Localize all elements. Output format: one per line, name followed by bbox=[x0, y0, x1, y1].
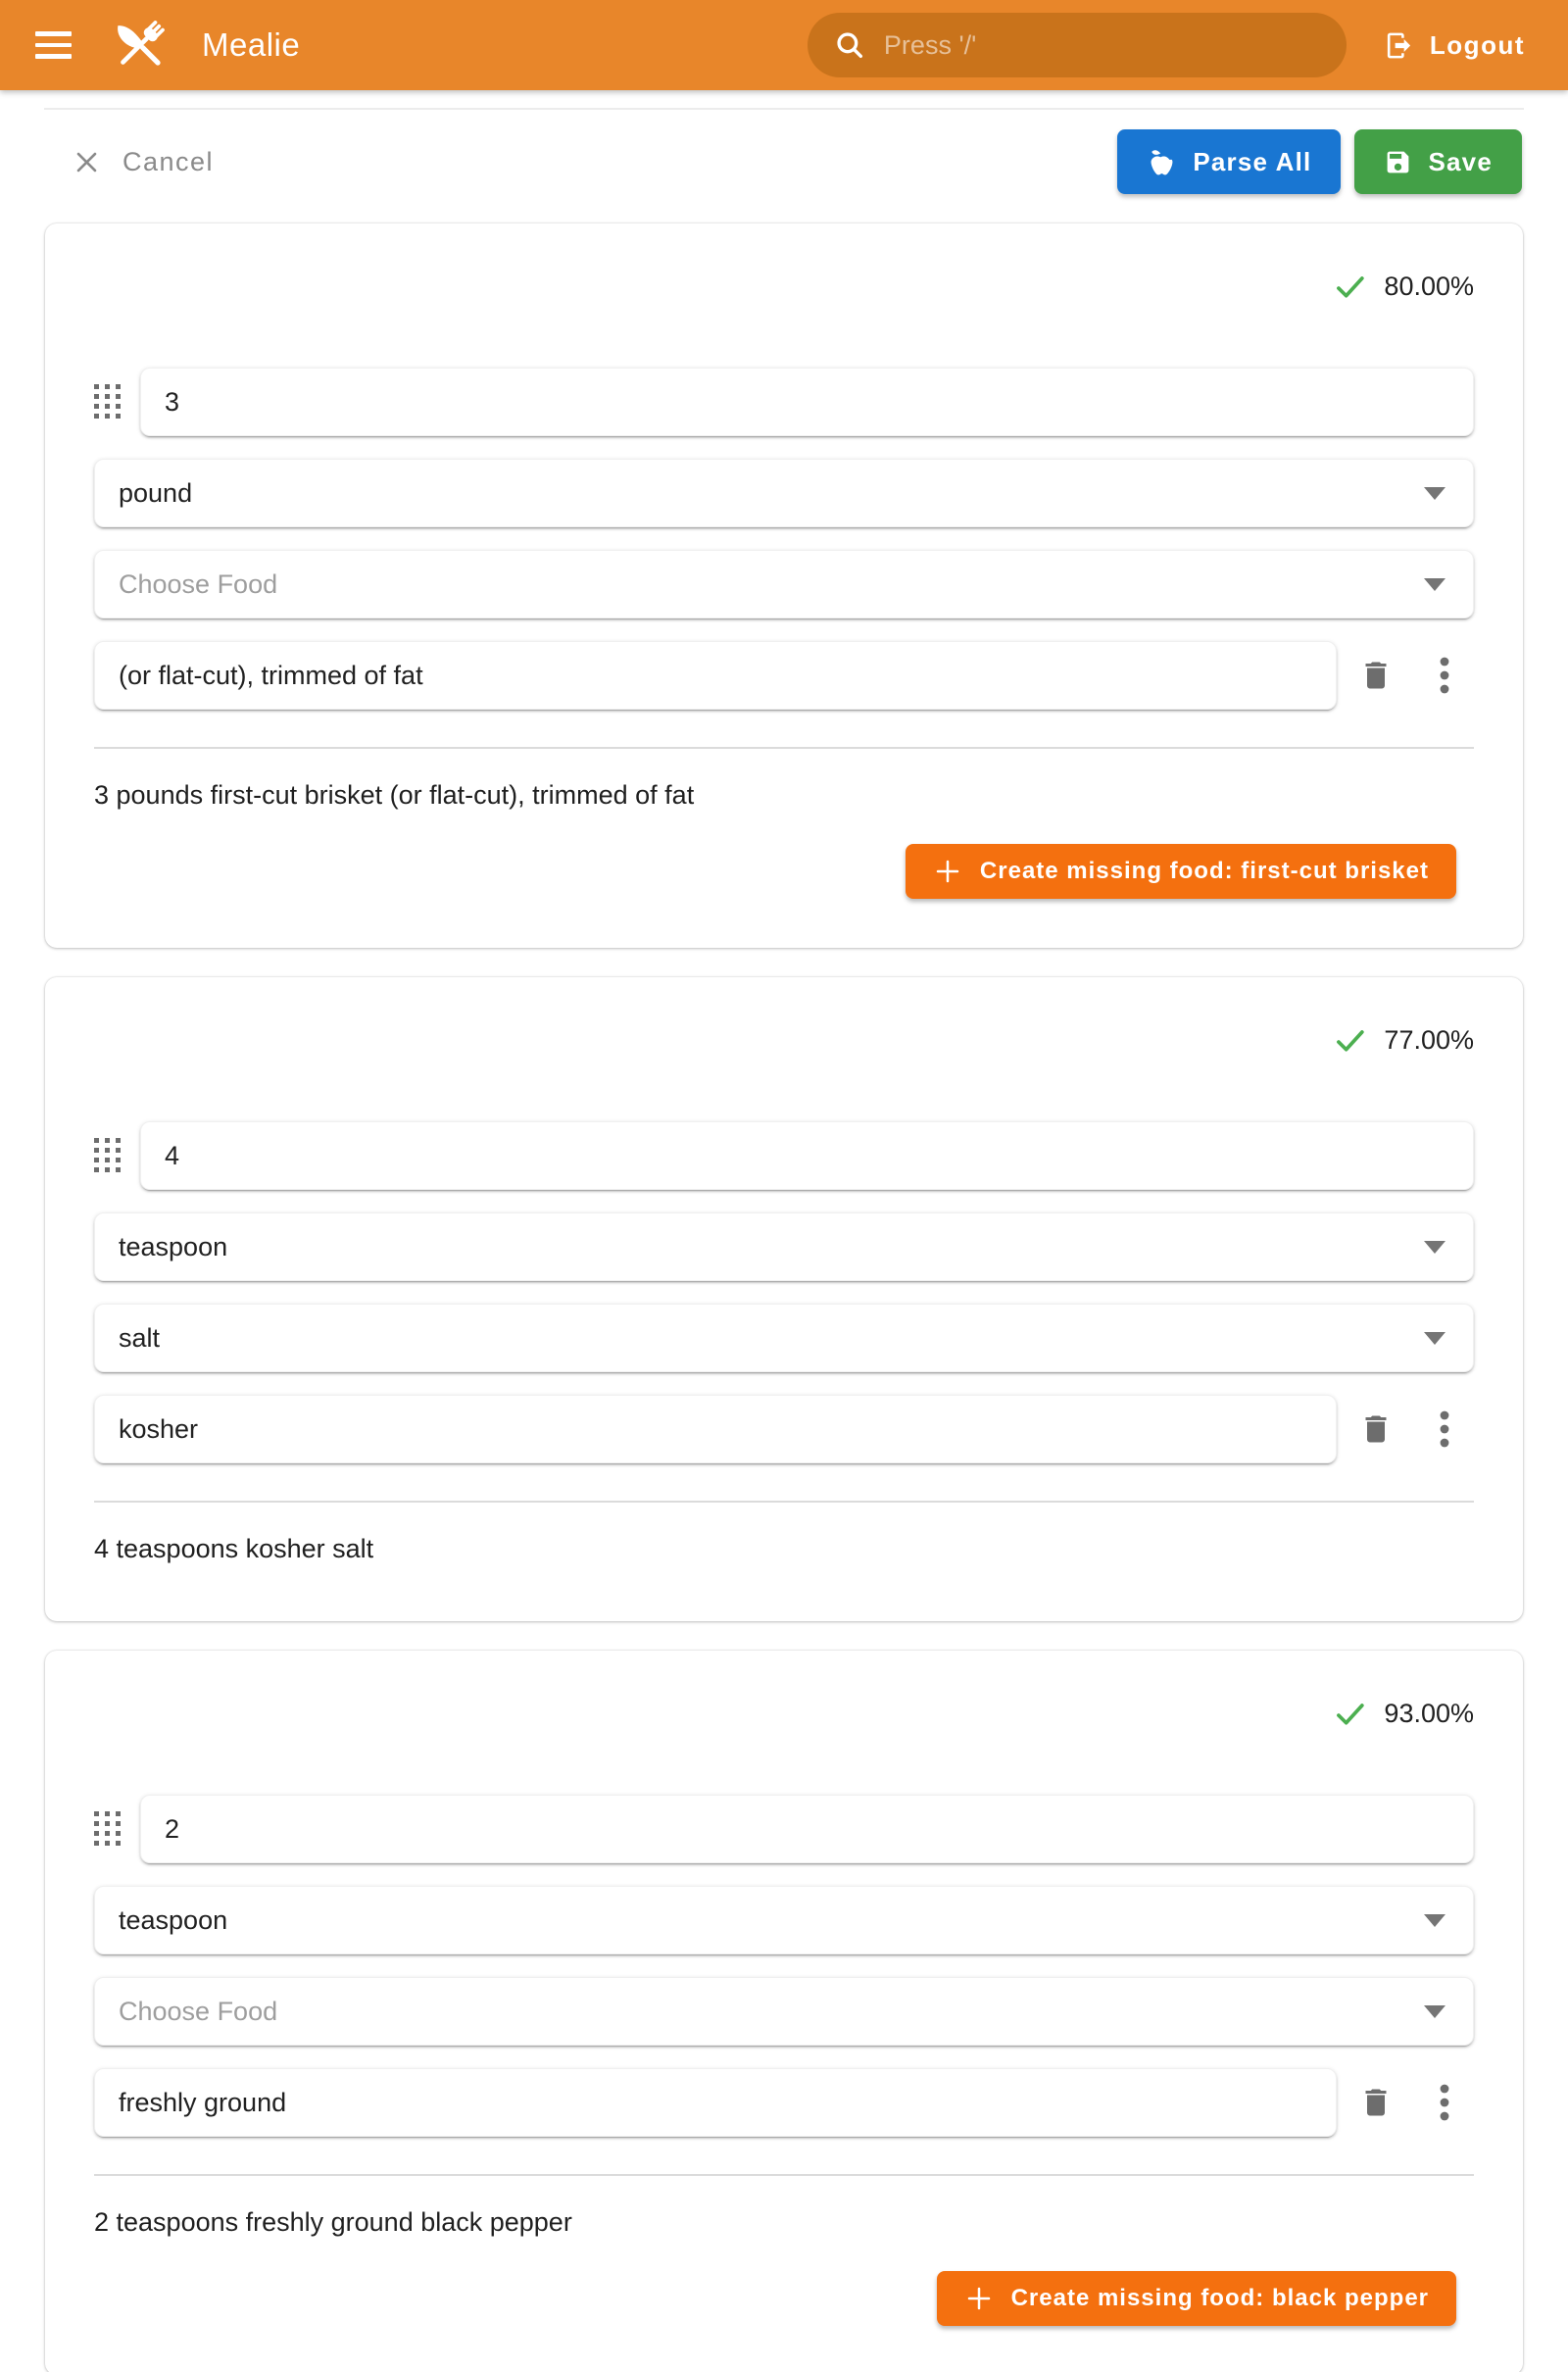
logout-icon bbox=[1384, 30, 1414, 61]
confidence-value: 77.00% bbox=[1384, 1025, 1474, 1055]
note-row bbox=[94, 1395, 1474, 1463]
more-options-button[interactable] bbox=[1423, 2081, 1466, 2124]
logout-button[interactable] bbox=[1384, 30, 1525, 61]
more-options-button[interactable] bbox=[1423, 1408, 1466, 1451]
ingredient-card bbox=[45, 977, 1523, 1621]
note-input[interactable] bbox=[94, 2068, 1337, 2137]
logout-label: Logout bbox=[1429, 29, 1525, 60]
food-placeholder: Choose Food bbox=[119, 1996, 278, 2026]
check-icon bbox=[1332, 1022, 1368, 1059]
original-ingredient-text: 4 teaspoons kosher salt bbox=[94, 1534, 374, 1563]
editor-toolbar bbox=[73, 129, 1522, 194]
menu-icon[interactable] bbox=[29, 22, 76, 69]
quantity-row bbox=[94, 368, 1474, 436]
parse-all-label: Parse All bbox=[1193, 146, 1312, 176]
card-divider bbox=[94, 1501, 1474, 1503]
quantity-input[interactable] bbox=[140, 368, 1474, 436]
apple-icon bbox=[1147, 147, 1177, 177]
food-select[interactable] bbox=[94, 1304, 1474, 1372]
quantity-input[interactable] bbox=[140, 1795, 1474, 1863]
confidence-value: 93.00% bbox=[1384, 1699, 1474, 1728]
confidence-row bbox=[94, 1651, 1474, 1732]
chevron-down-icon bbox=[1424, 487, 1446, 500]
mealie-logo-icon bbox=[110, 15, 171, 75]
cancel-label: Cancel bbox=[122, 146, 215, 176]
kebab-menu-icon bbox=[1439, 1409, 1450, 1449]
kebab-menu-icon bbox=[1439, 656, 1450, 695]
quantity-row bbox=[94, 1121, 1474, 1190]
chevron-down-icon bbox=[1424, 1332, 1446, 1345]
trash-icon bbox=[1358, 658, 1394, 693]
chevron-down-icon bbox=[1424, 1241, 1446, 1254]
create-missing-row bbox=[94, 844, 1474, 948]
kebab-menu-icon bbox=[1439, 2083, 1450, 2122]
delete-button[interactable] bbox=[1354, 1408, 1397, 1451]
trash-icon bbox=[1358, 2085, 1394, 2120]
parse-all-button[interactable] bbox=[1117, 129, 1341, 194]
card-divider bbox=[94, 747, 1474, 749]
quantity-row bbox=[94, 1795, 1474, 1863]
unit-select[interactable] bbox=[94, 1212, 1474, 1281]
quantity-input[interactable] bbox=[140, 1121, 1474, 1190]
note-row bbox=[94, 2068, 1474, 2137]
app-bar bbox=[0, 0, 1568, 90]
unit-select[interactable] bbox=[94, 459, 1474, 527]
card-divider bbox=[94, 2174, 1474, 2176]
create-missing-row bbox=[94, 2271, 1474, 2372]
cancel-button[interactable] bbox=[73, 147, 214, 177]
save-button[interactable] bbox=[1354, 129, 1522, 194]
drag-handle-icon[interactable] bbox=[94, 384, 121, 420]
food-value: salt bbox=[119, 1322, 161, 1353]
original-ingredient-text: 3 pounds first-cut brisket (or flat-cut), trimmed of fat bbox=[94, 780, 695, 810]
ingredient-list bbox=[0, 223, 1568, 2372]
plus-icon bbox=[933, 857, 962, 886]
search-input[interactable] bbox=[884, 30, 1321, 61]
note-row bbox=[94, 641, 1474, 710]
create-missing-food-button[interactable] bbox=[937, 2271, 1456, 2326]
drag-handle-icon[interactable] bbox=[94, 1138, 121, 1173]
delete-button[interactable] bbox=[1354, 654, 1397, 697]
more-options-button[interactable] bbox=[1423, 654, 1466, 697]
save-icon bbox=[1384, 148, 1412, 176]
food-select[interactable] bbox=[94, 550, 1474, 618]
unit-value: teaspoon bbox=[119, 1904, 228, 1935]
content-divider bbox=[44, 108, 1524, 110]
trash-icon bbox=[1358, 1411, 1394, 1447]
unit-value: teaspoon bbox=[119, 1231, 228, 1261]
ingredient-card bbox=[45, 223, 1523, 948]
unit-value: pound bbox=[119, 477, 193, 508]
chevron-down-icon bbox=[1424, 1914, 1446, 1927]
food-placeholder: Choose Food bbox=[119, 568, 278, 599]
confidence-row bbox=[94, 223, 1474, 305]
chevron-down-icon bbox=[1424, 2005, 1446, 2018]
search-bar[interactable] bbox=[808, 13, 1347, 77]
note-input[interactable] bbox=[94, 641, 1337, 710]
note-input[interactable] bbox=[94, 1395, 1337, 1463]
ingredient-card bbox=[45, 1651, 1523, 2372]
search-icon bbox=[833, 28, 866, 62]
save-label: Save bbox=[1428, 146, 1493, 176]
confidence-row bbox=[94, 977, 1474, 1059]
confidence-value: 80.00% bbox=[1384, 272, 1474, 301]
plus-icon bbox=[964, 2284, 994, 2313]
food-select[interactable] bbox=[94, 1977, 1474, 2046]
create-missing-food-button[interactable] bbox=[906, 844, 1456, 899]
delete-button[interactable] bbox=[1354, 2081, 1397, 2124]
chevron-down-icon bbox=[1424, 578, 1446, 591]
unit-select[interactable] bbox=[94, 1886, 1474, 1954]
drag-handle-icon[interactable] bbox=[94, 1811, 121, 1847]
close-icon bbox=[73, 148, 101, 176]
check-icon bbox=[1332, 269, 1368, 305]
create-missing-label: Create missing food: first-cut brisket bbox=[979, 858, 1429, 884]
create-missing-label: Create missing food: black pepper bbox=[1010, 2285, 1429, 2311]
original-ingredient-text: 2 teaspoons freshly ground black pepper bbox=[94, 2207, 572, 2237]
page-title: Mealie bbox=[202, 26, 301, 63]
check-icon bbox=[1332, 1696, 1368, 1732]
